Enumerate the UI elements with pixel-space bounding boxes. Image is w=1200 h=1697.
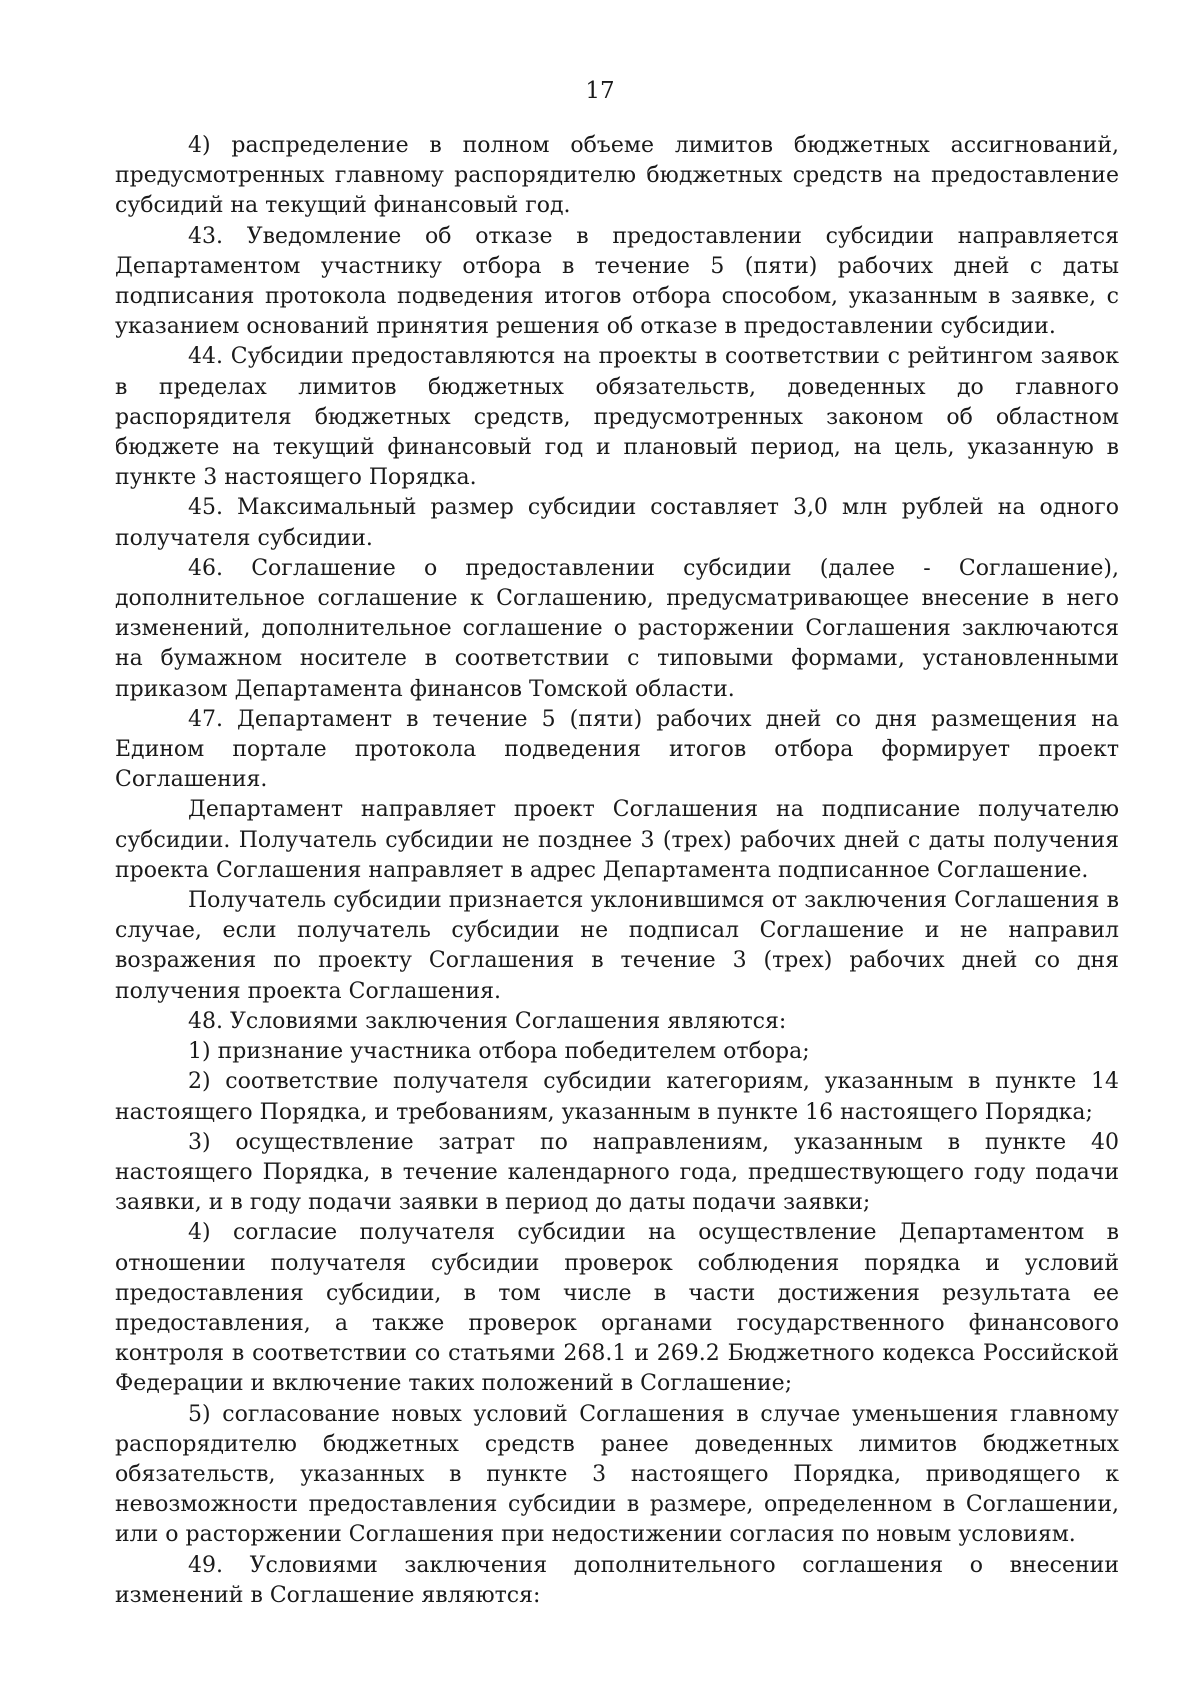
paragraph-48-item-3: 3) осуществление затрат по направлениям, указанным в пункте 40 настоящего Порядка, в течение календарного года, предшествующего году подачи заявки, и в году подачи заявки в период до даты подачи заявки; — [115, 1129, 1119, 1216]
paragraph-47-evasion: Получатель субсидии признается уклонившимся от заключения Соглашения в случае, если получатель субсидии не подписал Соглашение и не направил возражения по проекту Соглашения в течение 3 (трех) рабочих дней со дня получения проекта Соглашения. — [115, 888, 1119, 1004]
paragraph-47-draft-agreement: 47. Департамент в течение 5 (пяти) рабочих дней со дня размещения на Едином портале протокола подведения итогов отбора формирует проект Соглашения. — [115, 706, 1119, 793]
paragraph-43-refusal-notice: 43. Уведомление об отказе в предоставлении субсидии направляется Департаментом участнику отбора в течение 5 (пяти) рабочих дней с даты подписания протокола подведения итогов отбора способом, указанным в заявке, с указанием оснований принятия решения об отказе в предоставлении субсидии. — [115, 223, 1119, 340]
paragraph-46-agreement-forms: 46. Соглашение о предоставлении субсидии (далее - Соглашение), дополнительное соглашение к Соглашению, предусматривающее внесение в него изменений, дополнительное соглашение о расторжении Соглашения заключаются на бумажном носителе в соответствии с типовыми формами, установленными приказом Департамента финансов Томской области. — [115, 555, 1119, 702]
page-number: 17 — [585, 78, 615, 104]
paragraph-48-item-1: 1) признание участника отбора победителем отбора; — [188, 1039, 810, 1065]
paragraph-47-signing: Департамент направляет проект Соглашения на подписание получателю субсидии. Получатель субсидии не позднее 3 (трех) рабочих дней с даты получения проекта Соглашения направляет в адрес Департамента подписанное Соглашение. — [115, 797, 1119, 883]
document-body — [115, 131, 1119, 1611]
paragraph-48-conditions-heading: 48. Условиями заключения Соглашения являются: — [188, 1008, 787, 1034]
paragraph-item-4-budget-allocation: 4) распределение в полном объеме лимитов бюджетных ассигнований, предусмотренных главному распорядителю бюджетных средств на предоставление субсидий на текущий финансовый год. — [115, 133, 1119, 219]
paragraph-49-amendment-conditions: 49. Условиями заключения дополнительного соглашения о внесении изменений в Соглашение являются: — [115, 1552, 1119, 1608]
paragraph-44-subsidy-rating: 44. Субсидии предоставляются на проекты в соответствии с рейтингом заявок в пределах лимитов бюджетных обязательств, доведенных до главного распорядителя бюджетных средств, предусмотренных законом об областном бюджете на текущий финансовый год и плановый период, на цель, указанную в пункте 3 настоящего Порядка. — [115, 344, 1119, 491]
paragraph-45-max-subsidy: 45. Максимальный размер субсидии составляет 3,0 млн рублей на одного получателя субсидии. — [115, 495, 1119, 551]
paragraph-48-item-4: 4) согласие получателя субсидии на осуществление Департаментом в отношении получателя субсидии проверок соблюдения порядка и условий предоставления субсидии, в том числе в части достижения результата ее предоставления, а также проверок органами государственного финансового контроля в соответствии со статьями 268.1 и 269.2 Бюджетного кодекса Российской Федерации и включение таких положений в Соглашение; — [115, 1220, 1119, 1397]
paragraph-48-item-2: 2) соответствие получателя субсидии категориям, указанным в пункте 14 настоящего Порядка, и требованиям, указанным в пункте 16 настоящего Порядка; — [115, 1069, 1119, 1125]
paragraph-48-item-5: 5) согласование новых условий Соглашения в случае уменьшения главному распорядителю бюджетных средств ранее доведенных лимитов бюджетных обязательств, указанных в пункте 3 настоящего Порядка, приводящего к невозможности предоставления субсидии в размере, определенном в Соглашении, или о расторжении Соглашения при недостижении согласия по новым условиям. — [115, 1401, 1119, 1548]
